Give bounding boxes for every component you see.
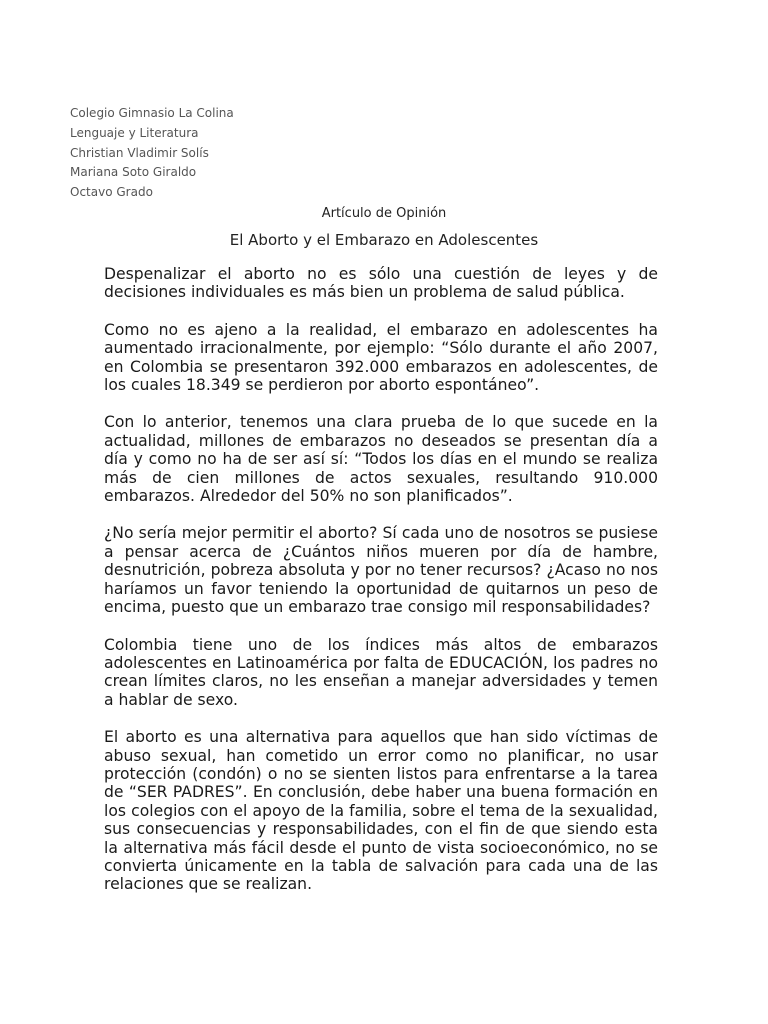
document-type: Artículo de Opinión	[321, 206, 447, 221]
document-header	[70, 104, 470, 203]
paragraph: Con lo anterior, tenemos una clara prueba de lo que sucede en la actualidad, millones de embarazos no deseados se presentan día a día y como no ha de ser así sí: “Todos los días en el mundo se realiza más de cien millones de actos sexuales, resultando 910.000 embarazos. Alrededor del 50% no son planificados”.	[104, 413, 658, 506]
author-name: Mariana Soto Giraldo	[70, 165, 197, 180]
paragraph: Despenalizar el aborto no es sólo una cuestión de leyes y de decisiones individuales es más bien un problema de salud pública.	[104, 265, 658, 302]
grade-level: Octavo Grado	[70, 185, 153, 200]
paragraph: Colombia tiene uno de los índices más altos de embarazos adolescentes en Latinoamérica por falta de EDUCACIÓN, los padres no crean límites claros, no les enseñan a manejar adversidades y temen a hablar de sexo.	[104, 635, 658, 709]
paragraph: El aborto es una alternativa para aquellos que han sido víctimas de abuso sexual, han cometido un error como no planificar, no usar protección (condón) o no se sienten listos para enfrentarse a la tarea de “SER PADRES”. En conclusión, debe haber una buena formación en los colegios con el apoyo de la familia, sobre el tema de la sexualidad, sus consecuencias y responsabilidades, con el fin de que siendo esta la alternativa más fácil desde el punto de vista socioeconómico, no se convierta únicamente en la tabla de salvación para cada una de las relaciones que se realizan.	[104, 728, 658, 894]
paragraph: ¿No sería mejor permitir el aborto? Sí cada uno de nosotros se pusiese a pensar acerca de ¿Cuántos niños mueren por día de hambre, desnutrición, pobreza absoluta y por no tener recursos? ¿Acaso no nos haríamos un favor teniendo la oportunidad de quitarnos un peso de encima, puesto que un embarazo trae consigo mil responsabilidades?	[104, 524, 658, 617]
school-name: Colegio Gimnasio La Colina	[70, 106, 234, 120]
subject-name: Lenguaje y Literatura	[70, 125, 199, 140]
article-body	[104, 265, 658, 913]
author-name: Christian Vladimir Solís	[70, 145, 209, 160]
document-title: El Aborto y el Embarazo en Adolescentes	[229, 231, 539, 249]
paragraph: Como no es ajeno a la realidad, el embarazo en adolescentes ha aumentado irracionalmente, por ejemplo: “Sólo durante el año 2007, en Colombia se presentaron 392.000 embarazos en adolescentes, de los cuales 18.349 se perdieron por aborto espontáneo”.	[104, 320, 658, 395]
